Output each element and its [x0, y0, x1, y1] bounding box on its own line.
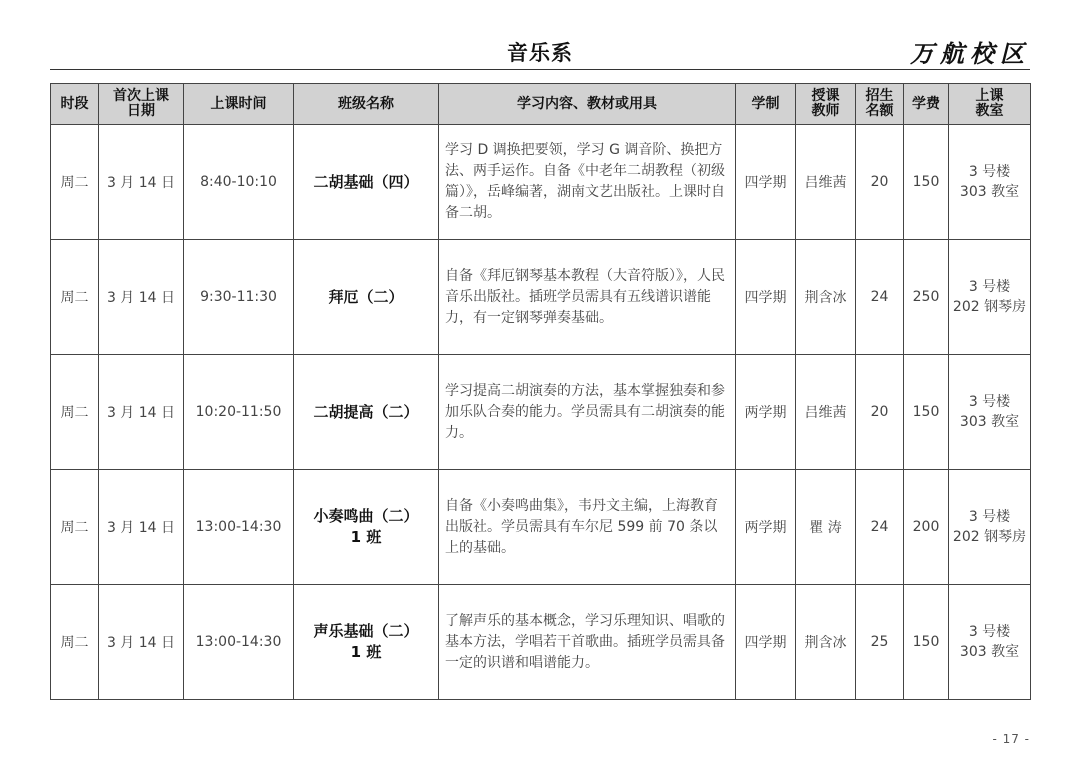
- col-header-term: 学制: [736, 84, 796, 125]
- cell-quota: 24: [856, 470, 904, 585]
- cell-first-date: 3 月 14 日: [99, 355, 184, 470]
- cell-class-name: 拜厄（二）: [294, 240, 439, 355]
- col-header-class-name: 班级名称: [294, 84, 439, 125]
- cell-content: 了解声乐的基本概念，学习乐理知识、唱歌的基本方法，学唱若干首歌曲。插班学员需具备一定的识谱和唱谱能力。: [439, 585, 736, 700]
- table-header-row: [51, 84, 1031, 125]
- cell-quota: 25: [856, 585, 904, 700]
- cell-period: 周二: [51, 240, 99, 355]
- cell-time: 9:30-11:30: [184, 240, 294, 355]
- cell-period: 周二: [51, 355, 99, 470]
- cell-room: 3 号楼 202 钢琴房: [949, 470, 1031, 585]
- cell-quota: 20: [856, 125, 904, 240]
- cell-term: 两学期: [736, 355, 796, 470]
- cell-content: 学习提高二胡演奏的方法，基本掌握独奏和参加乐队合奏的能力。学员需具有二胡演奏的能力。: [439, 355, 736, 470]
- cell-fee: 150: [904, 125, 949, 240]
- cell-teacher: 荆含冰: [796, 240, 856, 355]
- cell-fee: 200: [904, 470, 949, 585]
- cell-content: 自备《拜厄钢琴基本教程（大音符版）》，人民音乐出版社。插班学员需具有五线谱识谱能力，有一定钢琴弹奏基础。: [439, 240, 736, 355]
- cell-period: 周二: [51, 585, 99, 700]
- col-header-period: 时段: [51, 84, 99, 125]
- cell-period: 周二: [51, 470, 99, 585]
- cell-quota: 24: [856, 240, 904, 355]
- cell-first-date: 3 月 14 日: [99, 585, 184, 700]
- table-row: [51, 125, 1031, 240]
- cell-fee: 150: [904, 355, 949, 470]
- cell-quota: 20: [856, 355, 904, 470]
- cell-period: 周二: [51, 125, 99, 240]
- cell-teacher: 吕维茜: [796, 125, 856, 240]
- cell-room: 3 号楼 303 教室: [949, 355, 1031, 470]
- cell-time: 13:00-14:30: [184, 470, 294, 585]
- cell-first-date: 3 月 14 日: [99, 125, 184, 240]
- cell-room: 3 号楼 303 教室: [949, 585, 1031, 700]
- col-header-teacher: 授课 教师: [796, 84, 856, 125]
- col-header-quota: 招生 名额: [856, 84, 904, 125]
- cell-time: 8:40-10:10: [184, 125, 294, 240]
- cell-content: 学习 D 调换把要领，学习 G 调音阶、换把方法、两手运作。自备《中老年二胡教程（初级篇）》，岳峰编著，湖南文艺出版社。上课时自备二胡。: [439, 125, 736, 240]
- table-row: [51, 355, 1031, 470]
- cell-teacher: 吕维茜: [796, 355, 856, 470]
- cell-class-name: 声乐基础（二） 1 班: [294, 585, 439, 700]
- table-row: [51, 240, 1031, 355]
- header-divider: [50, 69, 1030, 70]
- campus-name: 万航校区: [910, 39, 1030, 68]
- table-row: [51, 470, 1031, 585]
- cell-time: 13:00-14:30: [184, 585, 294, 700]
- cell-room: 3 号楼 202 钢琴房: [949, 240, 1031, 355]
- col-header-fee: 学费: [904, 84, 949, 125]
- page-number: - 17 -: [992, 732, 1030, 746]
- col-header-room: 上课 教室: [949, 84, 1031, 125]
- cell-fee: 150: [904, 585, 949, 700]
- cell-first-date: 3 月 14 日: [99, 240, 184, 355]
- department-title: 音乐系: [507, 41, 573, 65]
- cell-teacher: 瞿 涛: [796, 470, 856, 585]
- cell-first-date: 3 月 14 日: [99, 470, 184, 585]
- cell-term: 四学期: [736, 585, 796, 700]
- cell-room: 3 号楼 303 教室: [949, 125, 1031, 240]
- cell-fee: 250: [904, 240, 949, 355]
- cell-term: 四学期: [736, 125, 796, 240]
- col-header-time: 上课时间: [184, 84, 294, 125]
- cell-content: 自备《小奏鸣曲集》，韦丹文主编，上海教育出版社。学员需具有车尔尼 599 前 70 条以上的基础。: [439, 470, 736, 585]
- col-header-first-date: 首次上课 日期: [99, 84, 184, 125]
- course-schedule-table: [50, 83, 1031, 700]
- cell-class-name: 二胡提高（二）: [294, 355, 439, 470]
- cell-term: 四学期: [736, 240, 796, 355]
- cell-term: 两学期: [736, 470, 796, 585]
- cell-time: 10:20-11:50: [184, 355, 294, 470]
- table-row: [51, 585, 1031, 700]
- cell-class-name: 小奏鸣曲（二） 1 班: [294, 470, 439, 585]
- cell-class-name: 二胡基础（四）: [294, 125, 439, 240]
- col-header-content: 学习内容、教材或用具: [439, 84, 736, 125]
- cell-teacher: 荆含冰: [796, 585, 856, 700]
